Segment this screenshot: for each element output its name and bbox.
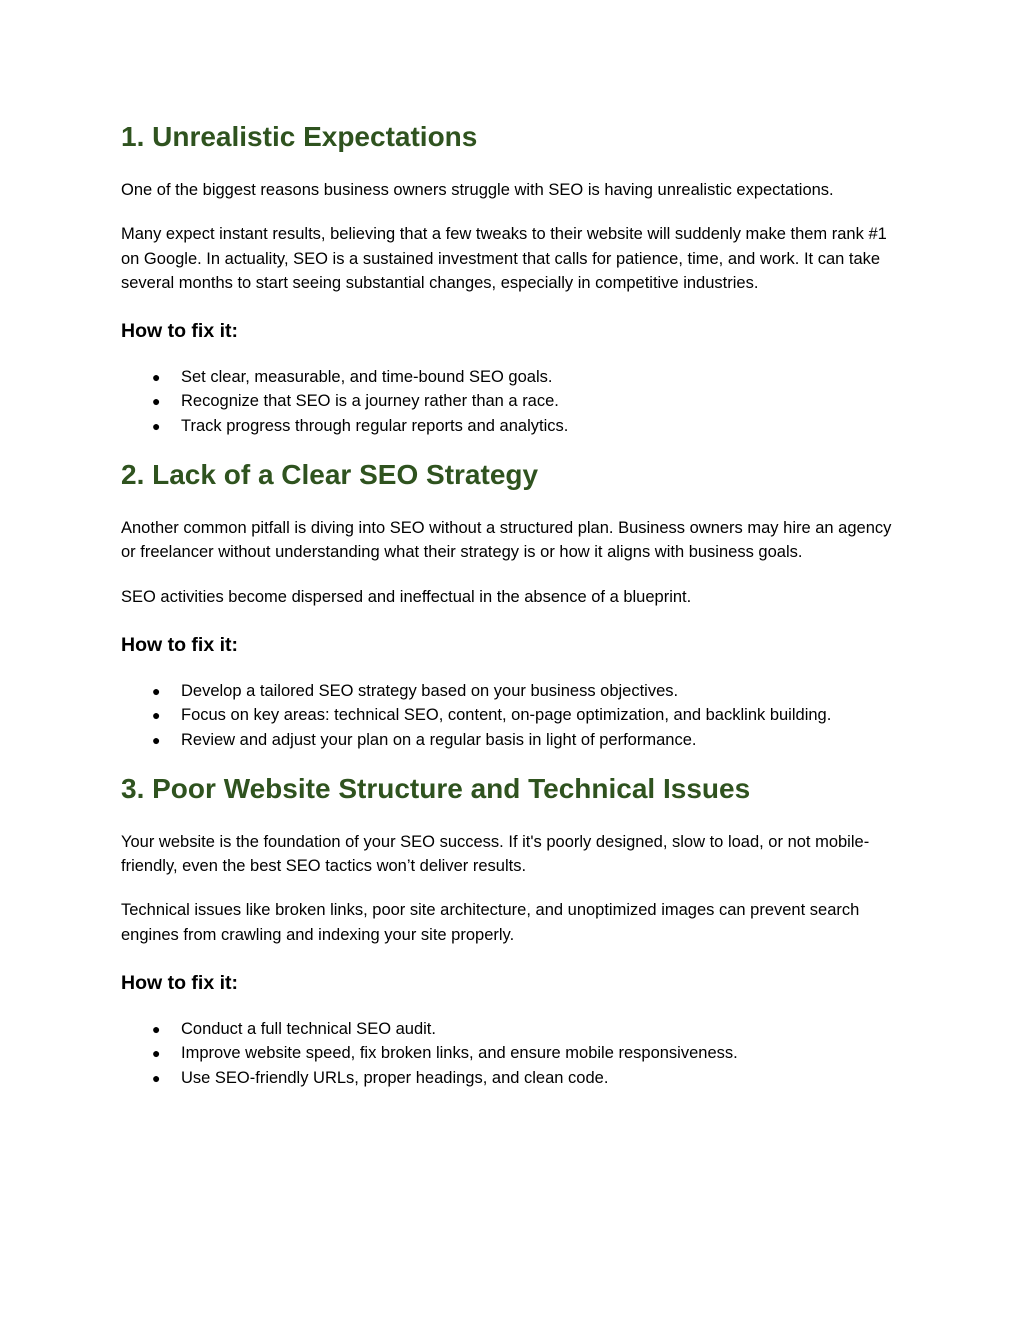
list-item — [121, 1066, 896, 1090]
bullet-icon: ● — [152, 707, 161, 724]
bullet-icon: ● — [152, 417, 161, 434]
fix-heading: How to fix it: — [121, 320, 238, 343]
bullet-icon: ● — [152, 731, 161, 748]
section-title: 2. Lack of a Clear SEO Strategy — [121, 459, 539, 491]
document-page — [121, 0, 896, 1090]
list-item-text: Track progress through regular reports and analytics. — [181, 416, 569, 435]
list-item — [121, 703, 896, 727]
list-item-text: Set clear, measurable, and time-bound SEO goals. — [181, 368, 553, 387]
list-item — [121, 679, 896, 703]
list-item-text: Use SEO-friendly URLs, proper headings, and clean code. — [181, 1068, 609, 1087]
section-poor-website-structure — [121, 772, 896, 1090]
paragraph: Technical issues like broken links, poor site architecture, and unoptimized images can prevent search engines from crawling and indexing your site properly. — [121, 901, 860, 944]
fix-list — [121, 679, 896, 752]
list-item-text: Develop a tailored SEO strategy based on your business objectives. — [181, 681, 679, 700]
list-item — [121, 1041, 896, 1065]
list-item — [121, 365, 896, 389]
bullet-icon: ● — [152, 1045, 161, 1062]
bullet-icon: ● — [152, 682, 161, 699]
paragraph: Many expect instant results, believing that a few tweaks to their website will suddenly make them rank #1 on Google. In actuality, SEO is a sustained investment that calls for patience, time, and work. It can take several months to start seeing substantial changes, especially in competitive industries. — [121, 225, 887, 292]
bullet-icon: ● — [152, 369, 161, 386]
fix-heading: How to fix it: — [121, 972, 238, 995]
bullet-icon: ● — [152, 1021, 161, 1038]
list-item-text: Improve website speed, fix broken links, and ensure mobile responsiveness. — [181, 1044, 738, 1063]
list-item-text: Focus on key areas: technical SEO, content, on-page optimization, and backlink building. — [181, 706, 832, 725]
list-item — [121, 414, 896, 438]
section-lack-of-strategy — [121, 458, 896, 752]
section-title: 3. Poor Website Structure and Technical Issues — [121, 772, 751, 804]
list-item-text: Recognize that SEO is a journey rather than a race. — [181, 392, 559, 411]
list-item-text: Review and adjust your plan on a regular basis in light of performance. — [181, 730, 697, 749]
fix-heading: How to fix it: — [121, 633, 238, 656]
list-item-text: Conduct a full technical SEO audit. — [181, 1020, 436, 1039]
paragraph: One of the biggest reasons business owners struggle with SEO is having unrealistic expectations. — [121, 181, 834, 199]
paragraph: SEO activities become dispersed and ineffectual in the absence of a blueprint. — [121, 587, 692, 606]
paragraph: Another common pitfall is diving into SEO without a structured plan. Business owners may hire an agency or freelancer without understanding what their strategy is or how it aligns with business goals. — [121, 519, 892, 562]
section-title: 1. Unrealistic Expectations — [121, 121, 478, 152]
section-unrealistic-expectations — [121, 120, 896, 438]
fix-list — [121, 1017, 896, 1090]
bullet-icon: ● — [152, 1069, 161, 1086]
bullet-icon: ● — [152, 393, 161, 410]
list-item — [121, 389, 896, 413]
list-item — [121, 1017, 896, 1041]
fix-list — [121, 365, 896, 438]
list-item — [121, 728, 896, 752]
paragraph: Your website is the foundation of your SEO success. If it's poorly designed, slow to load, or not mobile-friendly, even the best SEO tactics won’t deliver results. — [121, 832, 870, 876]
